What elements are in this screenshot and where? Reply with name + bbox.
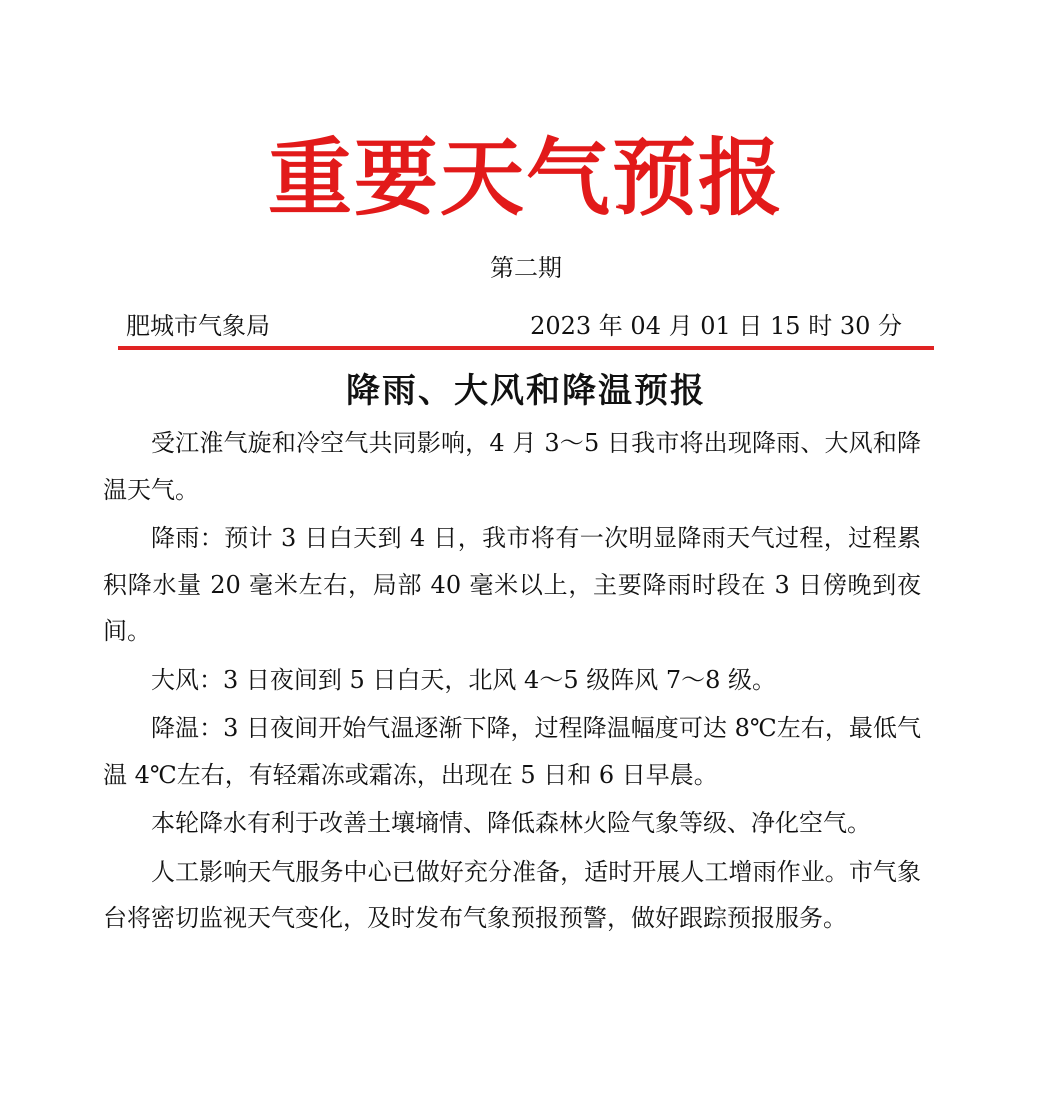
paragraph-rain: 降雨：预计 3 日白天到 4 日，我市将有一次明显降雨天气过程，过程累积降水量 20 毫米左右，局部 40 毫米以上，主要降雨时段在 3 日傍晚到夜间。 bbox=[103, 524, 921, 645]
issued-time: 2023 年 04 月 01 日 15 时 30 分 bbox=[530, 312, 902, 340]
paragraph-cooling: 降温：3 日夜间开始气温逐渐下降，过程降温幅度可达 8℃左右，最低气温 4℃左右，有轻霜冻或霜冻，出现在 5 日和 6 日早晨。 bbox=[103, 714, 921, 789]
document-body bbox=[103, 420, 921, 944]
paragraph-intro: 受江淮气旋和冷空气共同影响，4 月 3～5 日我市将出现降雨、大风和降温天气。 bbox=[103, 429, 921, 504]
paragraph-service: 人工影响天气服务中心已做好充分准备，适时开展人工增雨作业。市气象台将密切监视天气变化，及时发布气象预报预警，做好跟踪预报服务。 bbox=[103, 857, 921, 932]
red-divider bbox=[118, 346, 934, 350]
issuer-name: 肥城市气象局 bbox=[126, 312, 270, 340]
paragraph-wind: 大风：3 日夜间到 5 日白天，北风 4～5 级阵风 7～8 级。 bbox=[151, 665, 777, 694]
document-title: 降雨、大风和降温预报 bbox=[346, 371, 706, 411]
paragraph-benefit: 本轮降水有利于改善土壤墒情、降低森林火险气象等级、净化空气。 bbox=[151, 809, 871, 837]
meta-row bbox=[126, 306, 902, 346]
issue-number: 第二期 bbox=[490, 254, 562, 282]
masthead-title: 重要天气预报 bbox=[267, 129, 784, 227]
